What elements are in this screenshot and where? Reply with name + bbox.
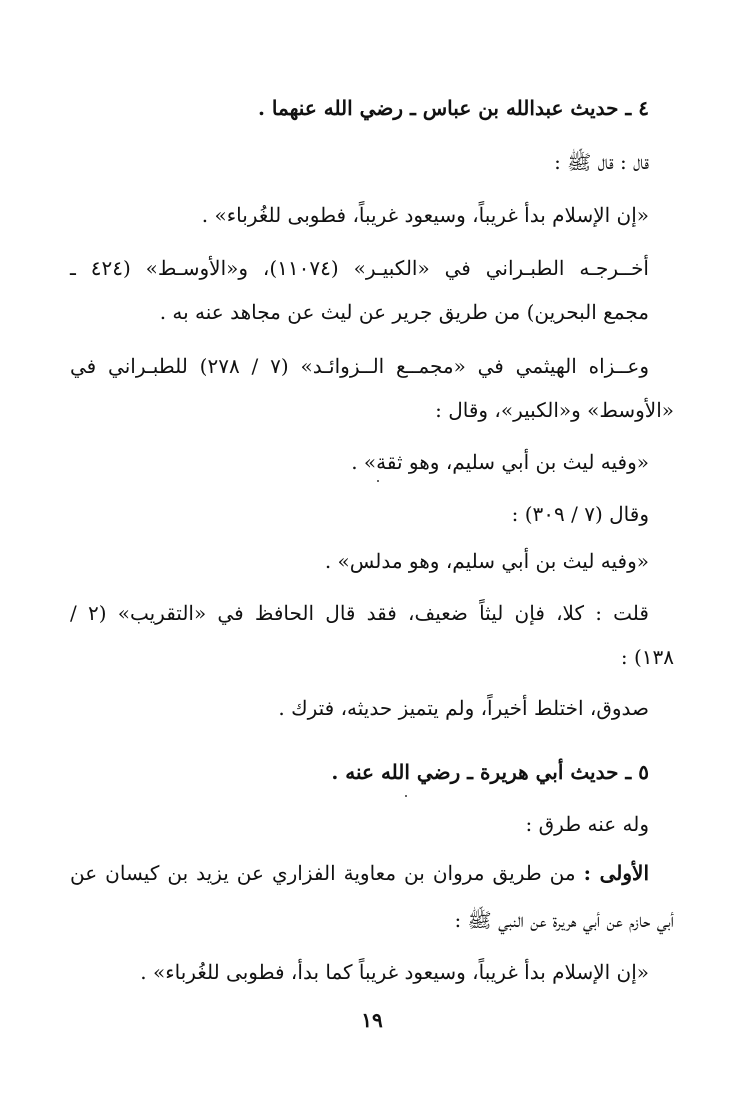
text-line: أخــرجـه الطبـراني في «الكبيـر» (١١٠٧٤)، و«الأوسـط» (٤٢٤ ـ <box>70 256 649 280</box>
text-line: وله عنه طرق : <box>525 812 649 836</box>
text-line: وقال (٧ / ٣٠٩) : <box>511 502 649 526</box>
quote-line: «وفيه ليث بن أبي سليم، وهو ثقة» . <box>351 450 649 474</box>
text-line <box>70 859 649 887</box>
text-line: ١٣٨) : <box>620 645 674 669</box>
text-line: أبي حازم عن أبي هريرة عن النبي ﷺ : <box>454 908 674 932</box>
scan-speck <box>405 795 407 797</box>
text-span: من طريق مروان بن معاوية الفزاري عن يزيد بن كيسان عن <box>70 861 584 885</box>
text-line: وعــزاه الهيثمي في «مجمــع الــزوائـد» (٧ / ٢٧٨) للطبـراني في <box>70 354 650 378</box>
text-line: «الأوسط» و«الكبير»، وقال : <box>435 398 674 422</box>
quote-line: «وفيه ليث بن أبي سليم، وهو مدلس» . <box>324 549 649 573</box>
text-line: مجمع البحرين) من طريق جرير عن ليث عن مجاهد عنه به . <box>159 300 649 324</box>
first-route-label: الأولى : <box>583 861 649 885</box>
section-heading-4: ٤ ـ حديث عبدالله بن عباس ـ رضي الله عنهما . <box>257 96 649 120</box>
quote-line: «إن الإسلام بدأ غريباً، وسيعود غريباً، فطوبى للغُرباء» . <box>201 203 649 227</box>
page-number: ١٩ <box>361 1008 383 1032</box>
section-heading-5: ٥ ـ حديث أبي هريرة ـ رضي الله عنه . <box>331 760 649 784</box>
scan-speck <box>377 480 379 482</box>
text-line: صدوق، اختلط أخيراً، ولم يتميز حديثه، فترك . <box>278 696 649 720</box>
text-line: قلت : كلا، فإن ليثاً ضعيف، فقد قال الحافظ في «التقريب» (٢ / <box>70 601 649 625</box>
text-line: قال : قال ﷺ : <box>554 150 649 174</box>
quote-line: «إن الإسلام بدأ غريباً، وسيعود غريباً كما بدأ، فطوبى للغُرباء» . <box>140 960 649 984</box>
